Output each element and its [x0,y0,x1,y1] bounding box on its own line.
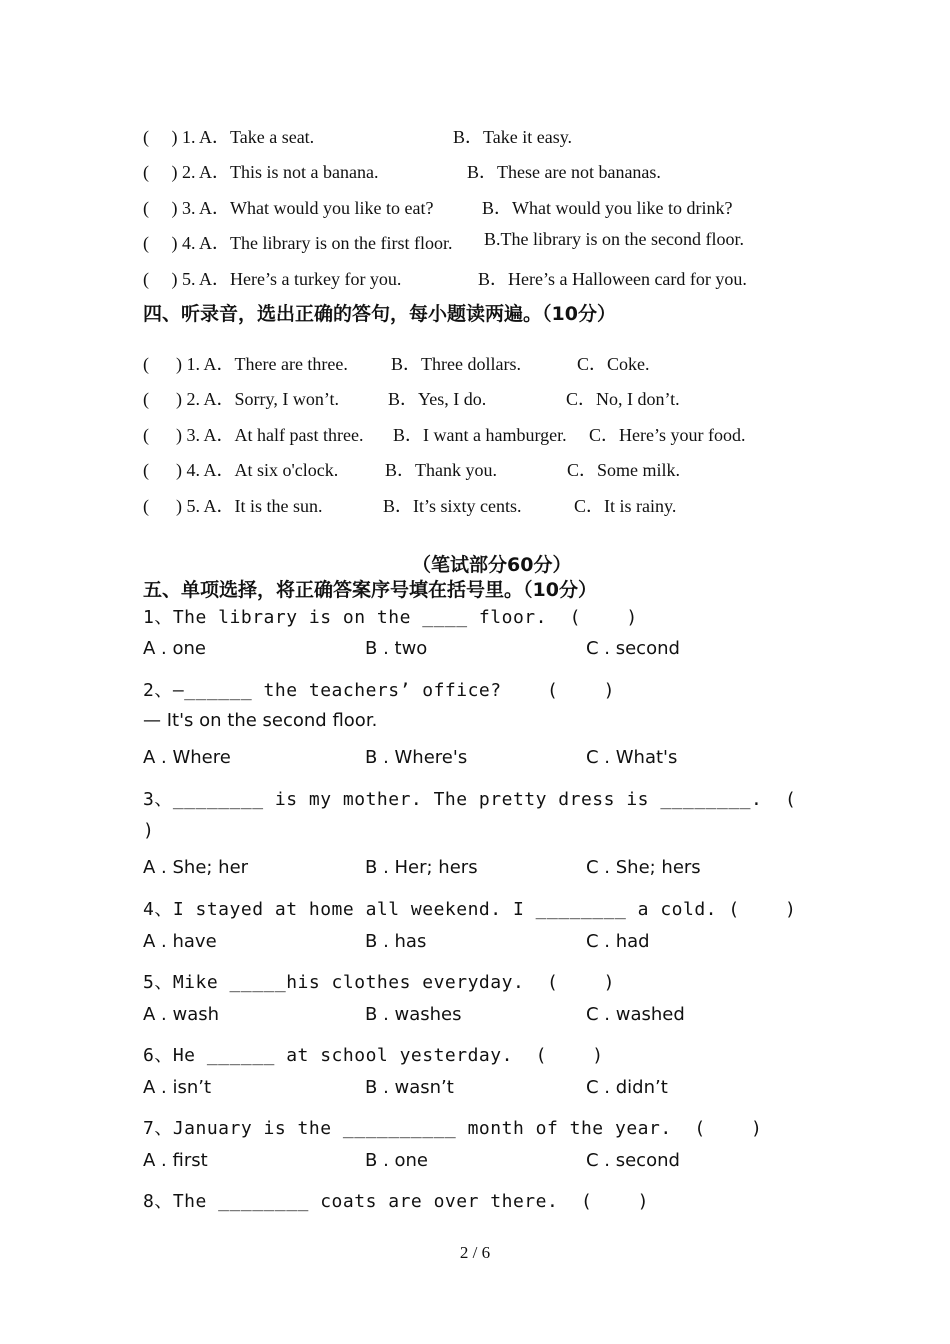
q6-option-c: C . didn’t [586,1077,668,1098]
s4-item-1-a: ( ) 1. A．There are three. [143,354,348,374]
s3-item-5-b: B．Here’s a Halloween card for you. [478,269,747,289]
s3-item-4-b: B.The library is on the second floor. [484,229,744,249]
q7-option-b: B . one [365,1150,429,1171]
q4-option-c: C . had [586,931,650,952]
s4-item-3-c: C．Here’s your food. [589,425,746,445]
s4-item-3-a: ( ) 3. A．At half past three. [143,425,364,445]
s4-item-1-c: C．Coke. [577,354,650,374]
question-7: 7、January is the __________ month of the year. ( ) [143,1118,763,1139]
q2-option-c: C . What's [586,747,678,768]
s4-item-4-b: B．Thank you. [385,460,497,480]
page-number: 2 / 6 [459,1243,491,1262]
s4-item-4-a: ( ) 4. A．At six o'clock. [143,460,339,480]
q4-option-a: A . have [143,931,217,952]
question-3: 3、________ is my mother. The pretty dress is ________. ( [143,789,797,810]
s3-item-2-a: ( ) 2. A．This is not a banana. [143,162,379,182]
question-6: 6、He ______ at school yesterday. ( ) [143,1045,604,1066]
s4-item-2-b: B．Yes, I do. [388,389,487,409]
question-4: 4、I stayed at home all weekend. I ________ a cold. ( ) [143,899,797,920]
q5-option-a: A . wash [143,1004,220,1025]
s4-item-1-b: B．Three dollars. [391,354,521,374]
s4-item-3-b: B．I want a hamburger. [393,425,567,445]
s3-item-4-a: ( ) 4. A．The library is on the first floor. [143,233,453,253]
question-3-continued: ) [143,820,155,841]
q7-option-a: A . first [143,1150,208,1171]
q4-option-b: B . has [365,931,427,952]
s3-item-1-a: ( ) 1. A．Take a seat. [143,127,315,147]
s4-item-5-b: B．It’s sixty cents. [383,496,522,516]
q6-option-a: A . isn’t [143,1077,212,1098]
s3-item-1-b: B．Take it easy. [453,127,573,147]
question-8: 8、The ________ coats are over there. ( ) [143,1191,649,1212]
q3-option-c: C . She; hers [586,857,701,878]
s3-item-2-b: B．These are not bananas. [467,162,661,182]
question-2: 2、—______ the teachers’ office? ( ) [143,680,615,701]
s4-item-4-c: C．Some milk. [567,460,681,480]
section4-title: 四、听录音，选出正确的答句，每小题读两遍。（10分） [143,303,616,325]
q6-option-b: B . wasn’t [365,1077,454,1098]
q7-option-c: C . second [586,1150,680,1171]
q5-option-b: B . washes [365,1004,462,1025]
q5-option-c: C . washed [586,1004,685,1025]
q2-option-b: B . Where's [365,747,468,768]
s4-item-2-a: ( ) 2. A．Sorry, I won’t. [143,389,339,409]
q2-option-a: A . Where [143,747,231,768]
q1-option-c: C . second [586,638,680,659]
q3-option-a: A . She; her [143,857,249,878]
q2-reply: — It's on the second floor. [143,710,378,731]
s3-item-3-a: ( ) 3. A．What would you like to eat? [143,198,434,218]
question-5: 5、Mike _____his clothes everyday. ( ) [143,972,615,993]
s4-item-2-c: C．No, I don’t. [566,389,680,409]
s3-item-5-a: ( ) 5. A．Here’s a turkey for you. [143,269,402,289]
s4-item-5-a: ( ) 5. A．It is the sun. [143,496,323,516]
q1-option-b: B . two [365,638,428,659]
q3-option-b: B . Her; hers [365,857,478,878]
question-1: 1、The library is on the ____ floor. ( ) [143,607,638,628]
section5-title: 五、单项选择，将正确答案序号填在括号里。（10分） [143,579,597,601]
s3-item-3-b: B．What would you like to drink? [482,198,733,218]
q1-option-a: A . one [143,638,206,659]
written-part-heading: （笔试部分60分） [412,554,572,576]
s4-item-5-c: C．It is rainy. [574,496,677,516]
